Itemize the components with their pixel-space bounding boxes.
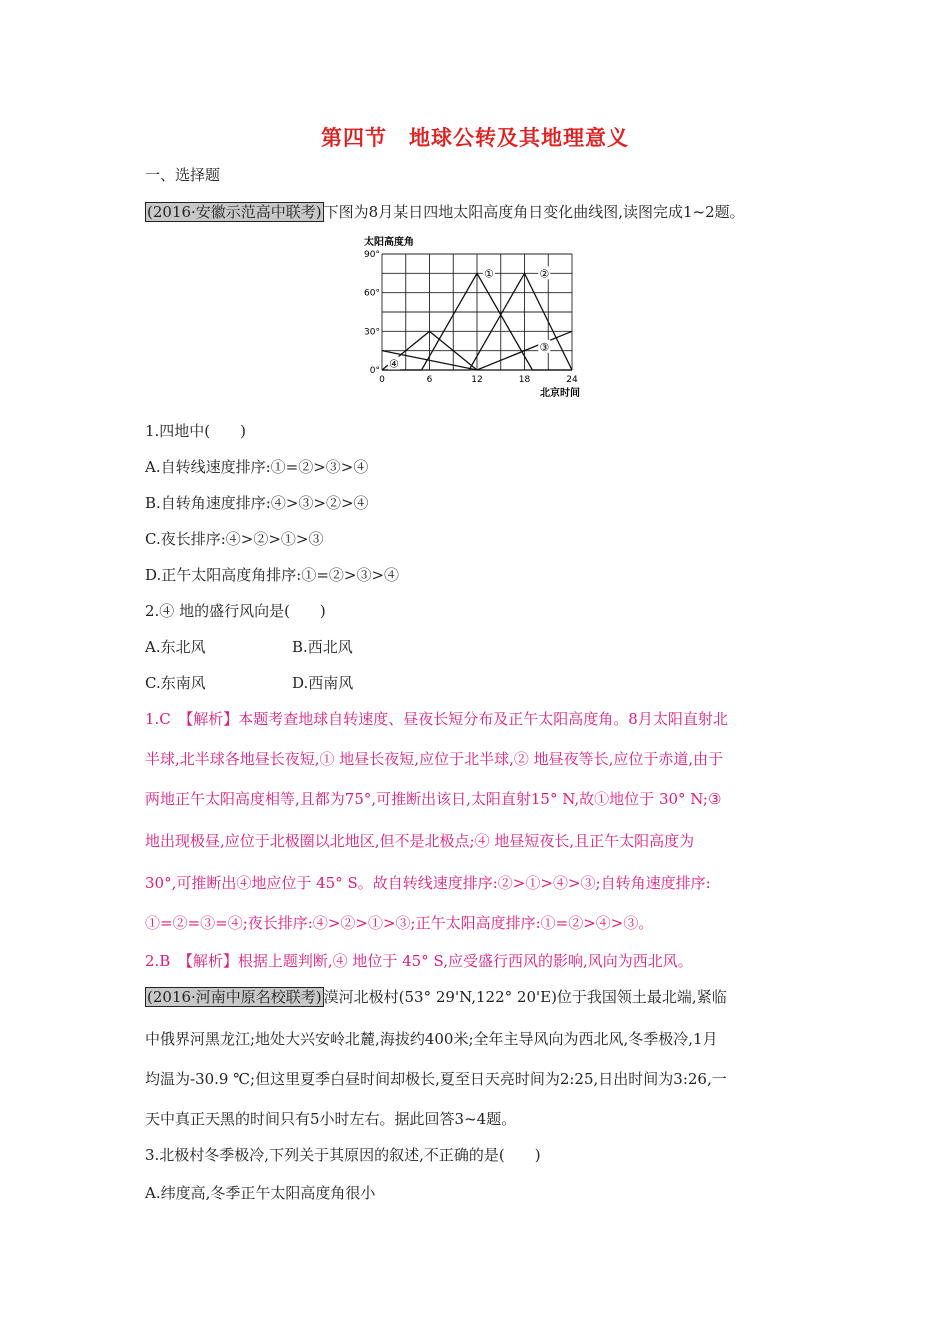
intro-text-line: 均温为-30.9 ℃;但这里夏季白昼时间却极长,夏至日天亮时间为2:25,日出时间为3:26,一 [145, 1070, 727, 1088]
x-axis-title: 北京时间 [540, 388, 580, 399]
x-tick-label: 24 [566, 375, 578, 385]
q1-option-b: B.自转角速度排序:④>③>②>④ [145, 494, 369, 512]
answer-1-line: 地出现极昼,应位于北极圈以北地区,但不是北极点;④ 地昼短夜长,且正午太阳高度为 [145, 832, 695, 850]
q2-option-b: B.西北风 [292, 638, 353, 656]
section-heading: 一、选择题 [145, 166, 221, 184]
q3-option-a: A.纬度高,冬季正午太阳高度角很小 [145, 1184, 376, 1202]
sun-altitude-chart [362, 232, 592, 402]
q3-stem: 3.北极村冬季极冷,下列关于其原因的叙述,不正确的是( ) [145, 1146, 541, 1164]
intro-text-line: 天中真正天黑的时间只有5小时左右。据此回答3~4题。 [145, 1110, 517, 1128]
intro-text-line: 中俄界河黑龙江;地处大兴安岭北麓,海拔约400米;全年主导风向为西北风,冬季极冷,1月 [145, 1030, 718, 1048]
answer-1-line: ①=②=③=④;夜长排序:④>②>①>③;正午太阳高度排序:①=②>④>③。 [145, 914, 654, 932]
x-tick-label: 18 [518, 375, 531, 385]
page-title: 第四节 地球公转及其地理意义 [321, 126, 629, 150]
y-tick-label: 30° [364, 327, 380, 338]
x-tick-label: 6 [426, 375, 433, 385]
y-tick-label: 0° [369, 366, 380, 376]
answer-1-line: 两地正午太阳高度相等,且都为75°,可推断出该日,太阳直射15° N,故①地位于 30° N;③ [145, 790, 722, 808]
q1-option-a: A.自转线速度排序:①=②>③>④ [145, 458, 369, 476]
q1-stem: 1.四地中( ) [145, 422, 247, 440]
series-label: ③ [539, 340, 550, 354]
y-tick-label: 90° [364, 250, 380, 260]
q2-stem: 2.④ 地的盛行风向是( ) [145, 602, 326, 620]
answer-1-line: 1.C 【解析】本题考查地球自转速度、昼夜长短分布及正午太阳高度角。8月太阳直射北 [145, 710, 728, 728]
intro-text: 漠河北极村(53° 29'N,122° 20'E)位于我国领土最北端,紧临 [323, 988, 727, 1006]
q2-option-c: C.东南风 [145, 674, 206, 692]
x-tick-label: 0 [379, 375, 385, 385]
answer-1-line: 半球,北半球各地昼长夜短,① 地昼长夜短,应位于北半球,② 地昼夜等长,应位于赤道,由于 [145, 750, 724, 768]
q2-option-d: D.西南风 [292, 674, 354, 692]
source-tag: (2016·安徽示范高中联考) [147, 203, 322, 221]
series-label: ① [483, 267, 494, 281]
answer-1-line: 30°,可推断出④地应位于 45° S。故自转线速度排序:②>①>④>③;自转角速度排序: [145, 874, 711, 892]
question-intro-1 [145, 201, 825, 222]
question-intro-2 [145, 986, 825, 1007]
series-label: ② [539, 267, 550, 281]
answer-2: 2.B 【解析】根据上题判断,④ 地位于 45° S,应受盛行西风的影响,风向为西北风。 [145, 952, 693, 970]
q1-option-c: C.夜长排序:④>②>①>③ [145, 530, 324, 548]
q2-option-a: A.东北风 [145, 638, 206, 656]
source-tag: (2016·河南中原名校联考) [147, 988, 322, 1006]
y-tick-label: 60° [364, 288, 380, 299]
q1-option-d: D.正午太阳高度角排序:①=②>③>④ [145, 566, 400, 584]
series-label: ④ [388, 357, 399, 371]
x-tick-label: 12 [471, 375, 483, 385]
y-axis-title: 太阳高度角 [364, 237, 414, 248]
intro-text: 下图为8月某日四地太阳高度角日变化曲线图,读图完成1~2题。 [323, 203, 745, 221]
